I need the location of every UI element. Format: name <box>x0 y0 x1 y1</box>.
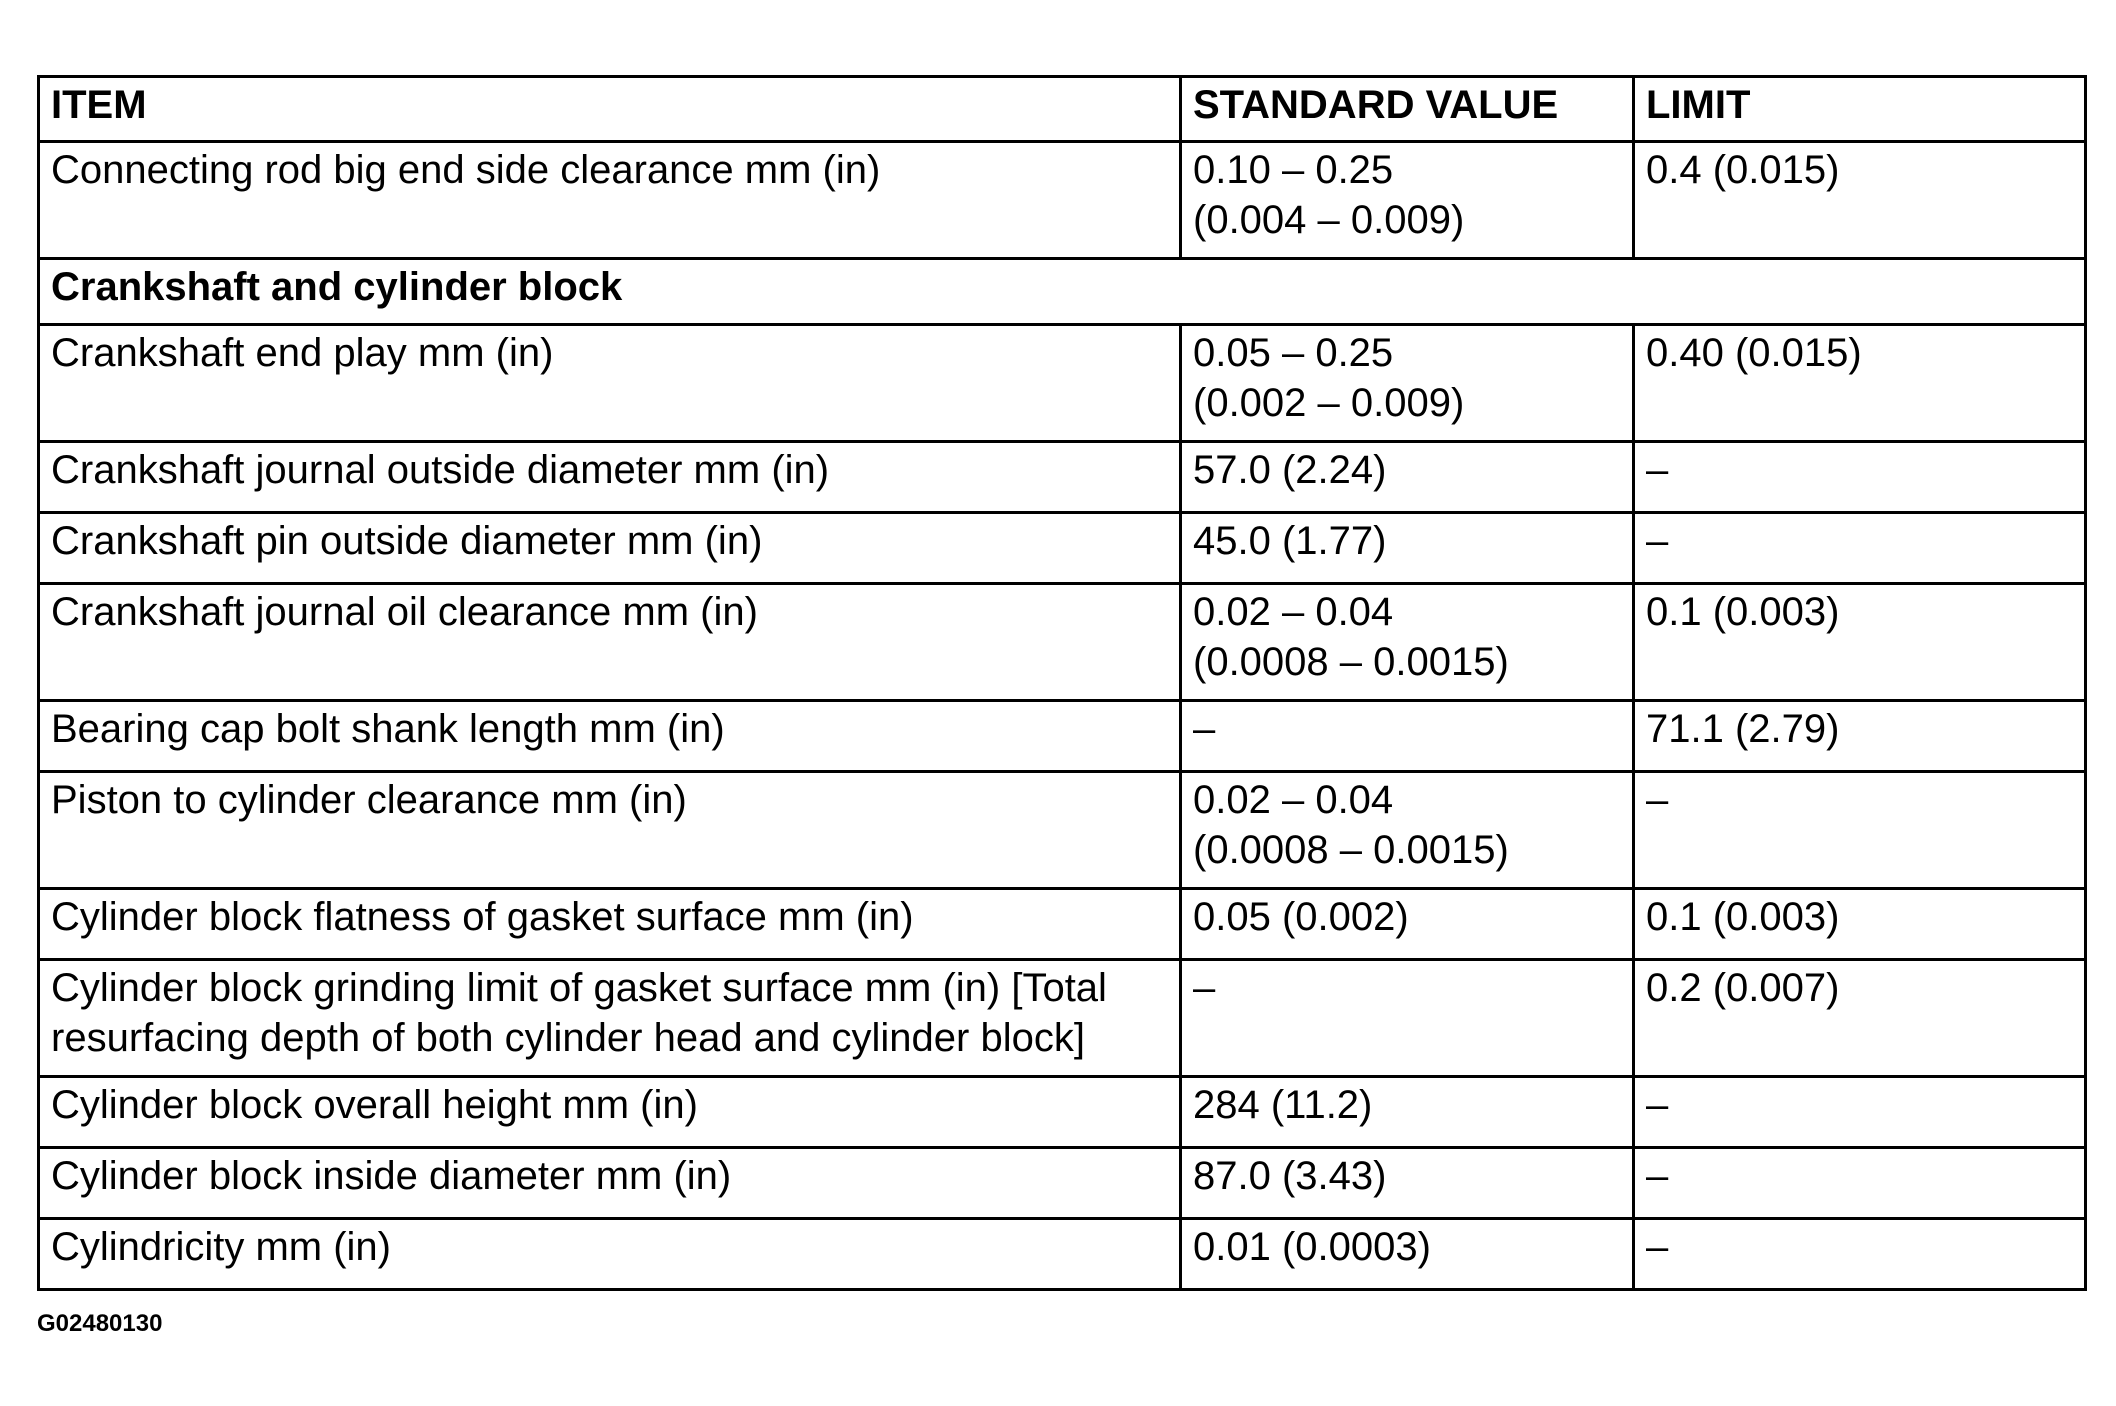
header-standard-value: STANDARD VALUE <box>1181 77 1634 142</box>
standard-line: (0.004 – 0.009) <box>1193 198 1465 242</box>
table-row <box>39 772 2086 889</box>
item-cell: Bearing cap bolt shank length mm (in) <box>39 701 1181 772</box>
limit-cell: 0.2 (0.007) <box>1634 960 2086 1077</box>
item-cell: Crankshaft end play mm (in) <box>39 325 1181 442</box>
standard-cell: 57.0 (2.24) <box>1181 442 1634 513</box>
table-row <box>39 442 2086 513</box>
specification-table <box>37 75 2087 1291</box>
table-row <box>39 584 2086 701</box>
limit-cell: 0.1 (0.003) <box>1634 889 2086 960</box>
limit-cell: – <box>1634 1148 2086 1219</box>
table-row <box>39 889 2086 960</box>
standard-cell: 87.0 (3.43) <box>1181 1148 1634 1219</box>
standard-cell: 45.0 (1.77) <box>1181 513 1634 584</box>
item-cell: Cylinder block flatness of gasket surface mm (in) <box>39 889 1181 960</box>
limit-cell: – <box>1634 442 2086 513</box>
table-row <box>39 1148 2086 1219</box>
header-row <box>39 77 2086 142</box>
limit-cell: 0.4 (0.015) <box>1634 142 2086 259</box>
table-row <box>39 701 2086 772</box>
limit-cell: – <box>1634 772 2086 889</box>
standard-cell <box>1181 584 1634 701</box>
standard-line: 0.02 – 0.04 <box>1193 778 1394 822</box>
item-cell: Cylinder block inside diameter mm (in) <box>39 1148 1181 1219</box>
standard-cell <box>1181 325 1634 442</box>
item-line: Cylinder block grinding limit of gasket surface mm (in) [Total <box>51 966 1107 1010</box>
standard-line: 0.05 – 0.25 <box>1193 331 1394 375</box>
header-limit: LIMIT <box>1634 77 2086 142</box>
limit-cell: – <box>1634 1077 2086 1148</box>
table-body <box>39 142 2086 1290</box>
standard-cell: 0.05 (0.002) <box>1181 889 1634 960</box>
item-line: resurfacing depth of both cylinder head and cylinder block] <box>51 1016 1085 1060</box>
table-header <box>39 77 2086 142</box>
table-row <box>39 960 2086 1077</box>
item-cell <box>39 960 1181 1077</box>
limit-cell: 0.1 (0.003) <box>1634 584 2086 701</box>
section-row <box>39 259 2086 325</box>
header-item: ITEM <box>39 77 1181 142</box>
item-cell: Crankshaft journal oil clearance mm (in) <box>39 584 1181 701</box>
limit-cell: 0.40 (0.015) <box>1634 325 2086 442</box>
figure-code: G02480130 <box>37 1310 163 1337</box>
item-cell: Cylinder block overall height mm (in) <box>39 1077 1181 1148</box>
standard-cell: 284 (11.2) <box>1181 1077 1634 1148</box>
standard-cell: – <box>1181 701 1634 772</box>
item-cell: Crankshaft journal outside diameter mm (in) <box>39 442 1181 513</box>
standard-cell <box>1181 142 1634 259</box>
table-row <box>39 142 2086 259</box>
item-text: Connecting rod big end side clearance mm (in) <box>51 148 881 192</box>
item-cell: Piston to cylinder clearance mm (in) <box>39 772 1181 889</box>
item-cell: Crankshaft pin outside diameter mm (in) <box>39 513 1181 584</box>
standard-line: 0.10 – 0.25 <box>1193 148 1394 192</box>
standard-cell <box>1181 772 1634 889</box>
section-heading: Crankshaft and cylinder block <box>39 259 2086 325</box>
standard-line: (0.0008 – 0.0015) <box>1193 640 1509 684</box>
standard-line: (0.002 – 0.009) <box>1193 381 1465 425</box>
table-row <box>39 1219 2086 1290</box>
standard-line: (0.0008 – 0.0015) <box>1193 828 1509 872</box>
item-cell <box>39 142 1181 259</box>
standard-cell: – <box>1181 960 1634 1077</box>
limit-cell: – <box>1634 513 2086 584</box>
limit-cell: – <box>1634 1219 2086 1290</box>
table-row <box>39 513 2086 584</box>
standard-line: 0.02 – 0.04 <box>1193 590 1394 634</box>
item-cell: Cylindricity mm (in) <box>39 1219 1181 1290</box>
table-row <box>39 325 2086 442</box>
limit-cell: 71.1 (2.79) <box>1634 701 2086 772</box>
table-row <box>39 1077 2086 1148</box>
standard-cell: 0.01 (0.0003) <box>1181 1219 1634 1290</box>
